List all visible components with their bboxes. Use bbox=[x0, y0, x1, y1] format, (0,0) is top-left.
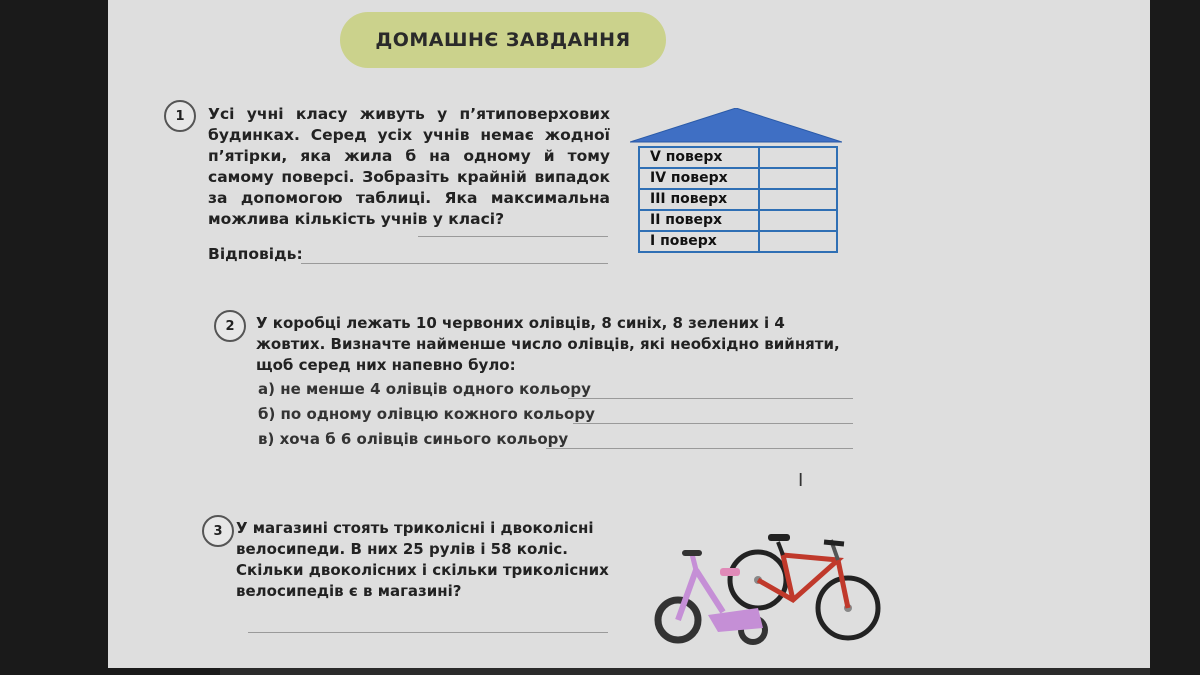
floor-answer-cell[interactable] bbox=[760, 211, 836, 230]
floor-answer-cell[interactable] bbox=[760, 232, 836, 251]
floor-row bbox=[640, 169, 836, 190]
screen-bezel-bar bbox=[220, 668, 1150, 675]
page-title: ДОМАШНЄ ЗАВДАННЯ bbox=[340, 12, 666, 68]
floor-label: I поверх bbox=[640, 232, 760, 251]
task-2-answer-line-c[interactable] bbox=[546, 448, 853, 449]
roof-icon bbox=[630, 108, 842, 148]
floor-label: III поверх bbox=[640, 190, 760, 209]
task-1-answer-label: Відповідь: bbox=[208, 245, 303, 263]
task-1-text: Усі учні класу живуть у п’ятиповерхових будинках. Серед усіх учнів немає жодної п’ятірки, яка жила б на одному й тому самому поверсі. Зобразіть крайній випадок за допомогою таблиці. Яка максимальна можлива кількість учнів у класі? bbox=[208, 105, 610, 228]
house-table bbox=[630, 108, 842, 253]
bicycles-icon bbox=[648, 520, 888, 660]
floor-label: II поверх bbox=[640, 211, 760, 230]
task-3-text: У магазині стоять триколісні і двоколісні велосипеди. В них 25 рулів і 58 коліс. Скільки двоколісних і скільки триколісних велосипедів є в магазині? bbox=[236, 519, 609, 600]
task-3-number: 3 bbox=[202, 515, 234, 547]
floor-row bbox=[640, 211, 836, 232]
floor-row bbox=[640, 232, 836, 253]
floors-table bbox=[638, 146, 838, 253]
worksheet-page bbox=[108, 0, 1150, 668]
task-1-answer-line[interactable] bbox=[301, 263, 608, 264]
task-1-number: 1 bbox=[164, 100, 196, 132]
task-2-answer-line-a[interactable] bbox=[568, 398, 853, 399]
floor-answer-cell[interactable] bbox=[760, 190, 836, 209]
task-2-answer-line-b[interactable] bbox=[573, 423, 853, 424]
task-1-answer-line-top bbox=[418, 236, 608, 237]
task-2-option-a: а) не менше 4 олівців одного кольору bbox=[258, 380, 591, 398]
floor-label: IV поверх bbox=[640, 169, 760, 188]
task-3-answer-line[interactable] bbox=[248, 632, 608, 633]
task-2-number: 2 bbox=[214, 310, 246, 342]
floor-row bbox=[640, 148, 836, 169]
floor-answer-cell[interactable] bbox=[760, 148, 836, 167]
floor-row bbox=[640, 190, 836, 211]
floor-answer-cell[interactable] bbox=[760, 169, 836, 188]
task-2-option-c: в) хоча б 6 олівців синього кольору bbox=[258, 430, 569, 448]
floor-label: V поверх bbox=[640, 148, 760, 167]
task-2-option-b: б) по одному олівцю кожного кольору bbox=[258, 405, 595, 423]
text-cursor-icon: I bbox=[798, 470, 804, 491]
task-2-text: У коробці лежать 10 червоних олівців, 8 синіх, 8 зелених і 4 жовтих. Визначте найменше число олівців, які необхідно вийняти, щоб серед них напевно було: bbox=[256, 314, 840, 374]
